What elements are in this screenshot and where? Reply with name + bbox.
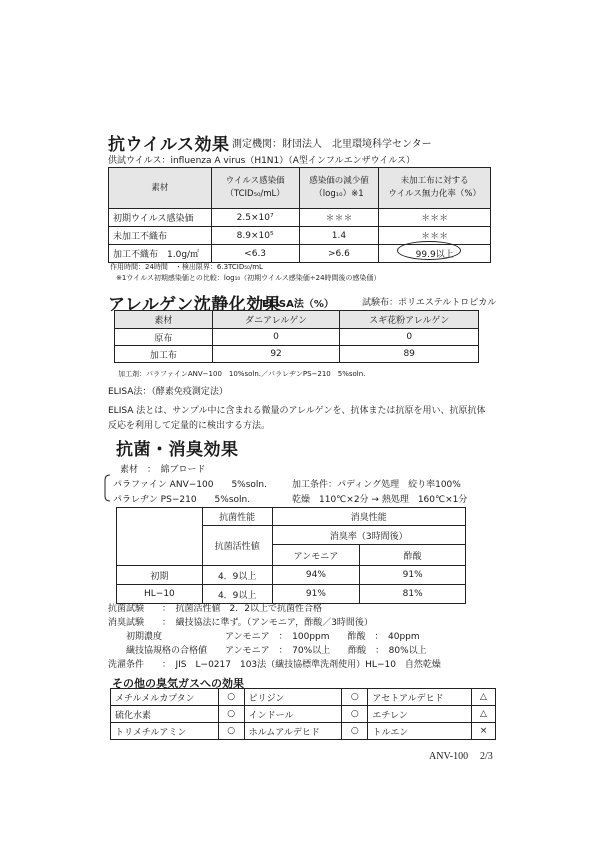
- test-line-5: 洗濯条件 ： JIS L−0217 103法（繊技協標準洗剤使用）HL−10 自然乾燥: [108, 660, 441, 670]
- other-gas-title: その他の臭気ガスへの効果: [112, 677, 244, 690]
- header-ammonia: アンモニア: [272, 545, 360, 566]
- highlight-oval: [397, 241, 461, 260]
- product-code: ANV-100: [429, 751, 469, 762]
- cell: ○: [342, 706, 368, 723]
- cell: トルエン: [368, 723, 472, 740]
- table-row: [115, 329, 479, 346]
- cell: >6.6: [299, 245, 379, 263]
- cell: ホルムアルデヒド: [244, 723, 342, 740]
- test-line-2: 消臭試験 ： 繊技協法に準ず。（アンモニア，酢酸／3時間後）: [108, 618, 373, 628]
- cell: 91%: [272, 585, 360, 604]
- antibac-material: 素材 ： 綿ブロード: [120, 465, 206, 475]
- table-row: [109, 209, 491, 227]
- cell: 4．9以上: [202, 585, 272, 604]
- header-acetic: 酢酸: [360, 545, 466, 566]
- test-organization: 測定機関：財団法人 北里環境科学センター: [232, 139, 432, 150]
- process-condition: 加工条件：パディング処理 絞り率100%: [292, 480, 461, 490]
- cell: 原布: [115, 329, 213, 346]
- elisa-line-2: 反応を利用して定量的に検出する方法。: [108, 421, 271, 431]
- cell: 加工不織布 1.0g/㎡: [109, 245, 212, 263]
- table-row: [115, 346, 479, 363]
- header-antibac: 抗菌性能: [202, 508, 272, 526]
- cell: HL−10: [117, 585, 203, 604]
- cell: 92: [212, 346, 340, 363]
- cell-highlight: 99.9以上: [379, 245, 491, 263]
- cell: 初期ウイルス感染価: [109, 209, 212, 227]
- cell: トリメチルアミン: [111, 723, 219, 740]
- test-virus: 供試ウイルス：influenza A virus（H1N1）（A型インフルエンザウイルス）: [108, 156, 416, 166]
- cell: ○: [218, 723, 244, 740]
- cell: 89: [340, 346, 479, 363]
- cell: △: [472, 706, 496, 723]
- antivirus-title: 抗ウイルス効果: [108, 135, 230, 155]
- table-row: [111, 723, 496, 740]
- test-line-3: 初期濃度 アンモニア ： 100ppm 酢酸 ： 40ppm: [108, 632, 420, 642]
- note-time: 作用時間：24時間 ・検出限界：6.3TCID₅₀/mL: [110, 263, 263, 271]
- cell: 0: [340, 329, 479, 346]
- allergen-method: ELISA法（%）: [262, 299, 334, 310]
- cell: メチルメルカプタン: [111, 689, 219, 706]
- test-line-4: 繊技協規格の合格値 アンモニア ： 70%以上 酢酸 ： 80%以上: [108, 646, 427, 656]
- antibac-title: 抗菌・消臭効果: [116, 440, 239, 460]
- cell: ＊＊＊: [379, 227, 491, 245]
- cell: 硫化水素: [111, 706, 219, 723]
- allergen-title: アレルゲン沈静化効果: [108, 295, 282, 315]
- page-number: 2/3: [480, 751, 493, 762]
- header-deodor: 消臭性能: [272, 508, 465, 526]
- cell: ＊＊＊: [379, 209, 491, 227]
- elisa-heading: ELISA法：（酵素免疫測定法）: [108, 387, 228, 397]
- cell: ピリジン: [244, 689, 342, 706]
- cell: ×: [472, 723, 496, 740]
- blank-corner: [117, 508, 203, 566]
- cell: ＊＊＊: [299, 209, 379, 227]
- cell: ○: [218, 706, 244, 723]
- table-row: [111, 689, 496, 706]
- cell: 2.5×10⁷: [211, 209, 299, 227]
- cell: 初期: [117, 566, 203, 585]
- bracket-icon: [103, 474, 111, 502]
- cell: 4．9以上: [202, 566, 272, 585]
- elisa-line-1: ELISA 法とは、サンプル中に含まれる微量のアレルゲンを、抗体または抗原を用い、抗原抗体: [108, 406, 486, 416]
- cell: 加工布: [115, 346, 213, 363]
- cell: 未加工不織布: [109, 227, 212, 245]
- header-infectivity: ウイルス感染価 （TCID₅₀/mL）: [211, 168, 299, 209]
- cell: 8.9×10⁵: [211, 227, 299, 245]
- gas-table: [110, 688, 496, 740]
- cell: インドール: [244, 706, 342, 723]
- cell: 81%: [360, 585, 466, 604]
- header-cedar: スギ花粉アレルゲン: [340, 311, 479, 329]
- cell: 94%: [272, 566, 360, 585]
- cell: △: [472, 689, 496, 706]
- header-reduction: 感染価の減少値 （log₁₀）※1: [299, 168, 379, 209]
- cell: 0: [212, 329, 340, 346]
- allergen-table: [114, 310, 479, 363]
- header-rate: 消臭率（3時間後）: [272, 526, 465, 545]
- antibac-table: [116, 507, 466, 604]
- header-mite: ダニアレルゲン: [212, 311, 340, 329]
- allergen-material: 試験布：ポリエステルトロピカル: [362, 298, 497, 308]
- cell: <6.3: [211, 245, 299, 263]
- cell: アセトアルデヒド: [368, 689, 472, 706]
- table-row: [117, 566, 466, 585]
- header-activity: 抗菌活性値: [202, 526, 272, 566]
- cell: ○: [342, 689, 368, 706]
- header-material: 素材: [115, 311, 213, 329]
- table-row: [111, 706, 496, 723]
- cell: 1.4: [299, 227, 379, 245]
- agent-2: パラレヂン PS−210 5%soln.: [113, 495, 251, 505]
- agent-1: パラファイン ANV−100 5%soln.: [113, 480, 267, 490]
- allergen-agent: 加工剤：パラファインANV−100 10%soln.／パラレヂンPS−210 5%soln.: [118, 370, 366, 378]
- cell: エチレン: [368, 706, 472, 723]
- drying-condition: 乾燥 110℃×2分 → 熱処理 160℃×1分: [292, 495, 468, 505]
- cell: 91%: [360, 566, 466, 585]
- note-log: ※1ウイルス初期感染価との比較：log₁₀（初期ウイルス感染価÷24時間後の感染価）: [116, 274, 381, 282]
- cell: ○: [342, 723, 368, 740]
- header-material: 素材: [109, 168, 212, 209]
- test-line-1: 抗菌試験 ： 抗菌活性値 2．2以上で抗菌性合格: [108, 604, 322, 614]
- header-inactivation: 未加工布に対する ウイルス無力化率（%）: [379, 168, 491, 209]
- cell: ○: [218, 689, 244, 706]
